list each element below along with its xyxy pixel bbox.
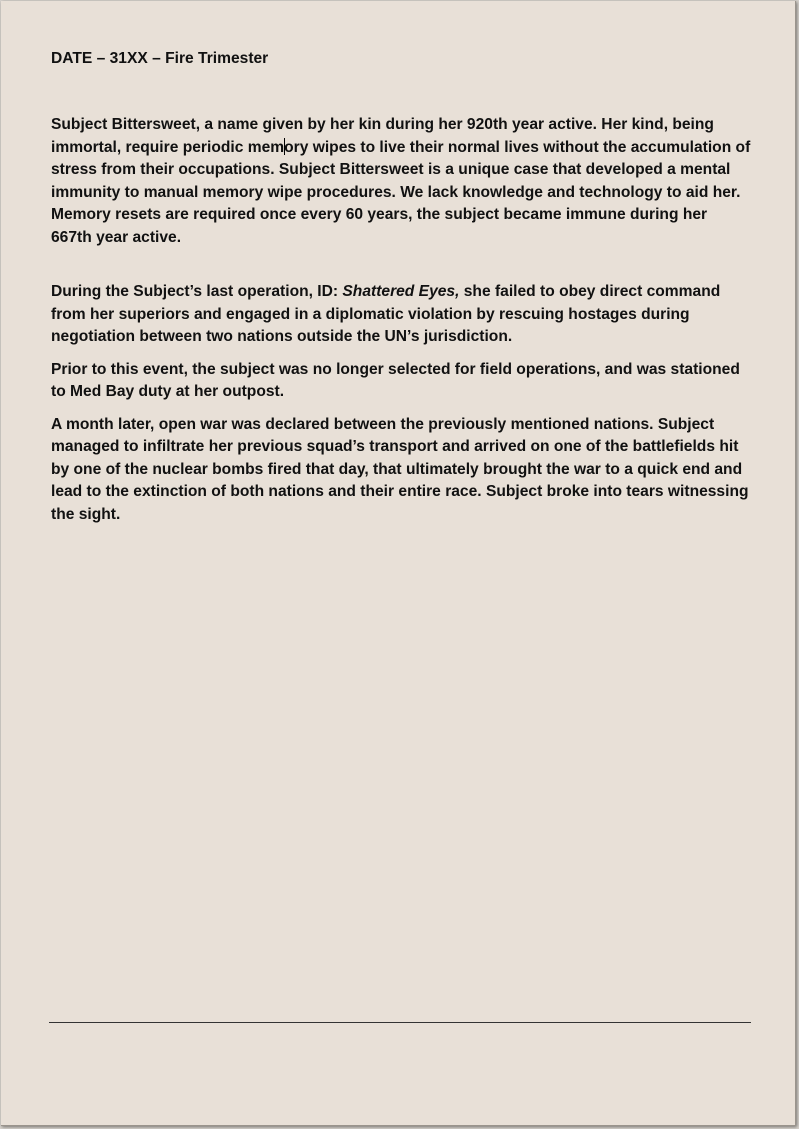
document-page[interactable] bbox=[1, 1, 796, 1126]
paragraph-last-operation bbox=[51, 281, 751, 349]
paragraph-text: ory wipes to live their normal lives without the accumulation of stress from their occupations. Subject Bittersweet is a unique case that developed a mental immunity to manual memory wipe procedures. We lack knowledge and technology to aid her. Memory resets are required once every 60 years, the subject became immune during her 667th year active. bbox=[51, 138, 751, 246]
paragraph-war: A month later, open war was declared between the previously mentioned nations. Subject managed to infiltrate her previous squad’s transport and arrived on one of the battlefields hit by one of the nuclear bombs fired that day, that ultimately brought the war to a quick end and lead to the extinction of both nations and their entire race. Subject broke into tears witnessing the sight. bbox=[51, 415, 749, 523]
paragraph-text: Subject Bittersweet, a name given by her kin during her 920th year active. Her kind, being immortal, require periodic mem bbox=[51, 116, 714, 156]
paragraph-prior-event: Prior to this event, the subject was no longer selected for field operations, and was stationed to Med Bay duty at her outpost. bbox=[51, 360, 740, 400]
document-body[interactable] bbox=[51, 114, 751, 526]
paragraph-text: During the Subject’s last operation, ID: bbox=[51, 283, 343, 300]
operation-name: Shattered Eyes, bbox=[342, 283, 460, 300]
footer-divider bbox=[49, 1022, 751, 1023]
date-heading: DATE – 31XX – Fire Trimester bbox=[51, 50, 269, 67]
paragraph-text: she failed to obey direct command from her superiors and engaged in a diplomatic violation by rescuing hostages during negotiation between two nations outside the UN’s jurisdiction. bbox=[51, 283, 721, 345]
paragraph-subject-intro bbox=[51, 114, 751, 249]
